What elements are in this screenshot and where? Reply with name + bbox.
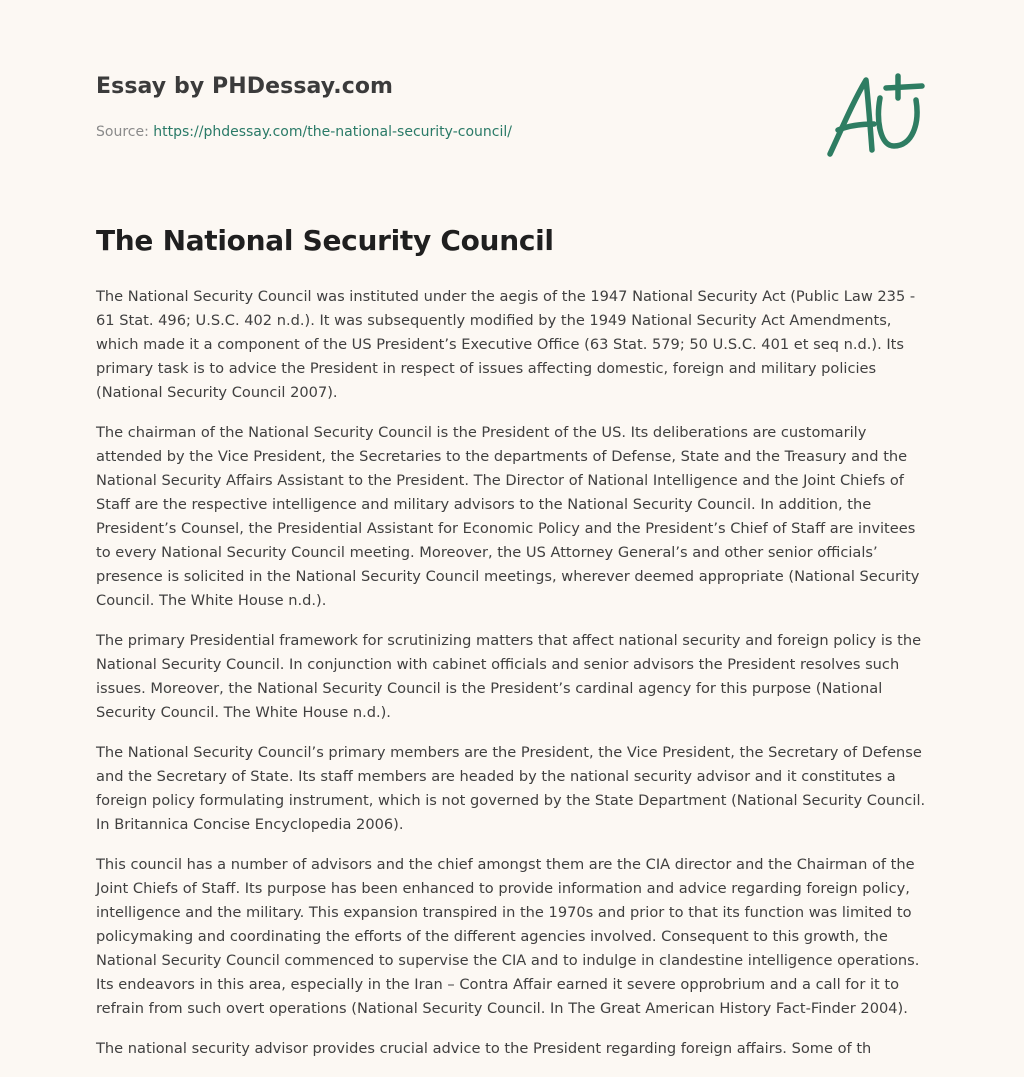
source-line [96,124,512,140]
page-header [96,72,928,172]
site-title: Essay by PHDessay.com [96,74,394,99]
a-plus-logo-icon [824,68,928,164]
paragraph-6: The national security advisor provides crucial advice to the President regarding foreign affairs. Some of th [96,1040,872,1057]
paragraph-3: The primary Presidential framework for scrutinizing matters that affect national security and foreign policy is the National Security Council. In conjunction with cabinet officials and senior advisors the President resolves such issues. Moreover, the National Security Council is the President’s cardinal agency for this purpose (National Security Council. The White House n.d.). [96,632,922,721]
source-label: Source: [96,124,149,140]
article-body [96,285,932,1077]
paragraph-5: This council has a number of advisors and the chief amongst them are the CIA director and the Chairman of the Joint Chiefs of Staff. Its purpose has been enhanced to provide information and advice regarding foreign policy, intelligence and the military. This expansion transpired in the 1970s and prior to that its function was limited to policymaking and coordinating the efforts of the different agencies involved. Consequent to this growth, the National Security Council commenced to supervise the CIA and to indulge in clandestine intelligence operations. Its endeavors in this area, especially in the Iran – Contra Affair earned it severe opprobrium and a call for it to refrain from such overt operations (National Security Council. In The Great American History Fact-Finder 2004). [96,856,920,1017]
source-link[interactable]: https://phdessay.com/the-national-security-council/ [153,124,512,140]
paragraph-4: The National Security Council’s primary members are the President, the Vice President, the Secretary of Defense and the Secretary of State. Its staff members are headed by the national security advisor and it constitutes a foreign policy formulating instrument, which is not governed by the State Department (National Security Council. In Britannica Concise Encyclopedia 2006). [96,744,926,833]
paragraph-2: The chairman of the National Security Council is the President of the US. Its deliberations are customarily attended by the Vice President, the Secretaries to the departments of Defense, State and the Treasury and the National Security Affairs Assistant to the President. The Director of National Intelligence and the Joint Chiefs of Staff are the respective intelligence and military advisors to the National Security Council. In addition, the President’s Counsel, the Presidential Assistant for Economic Policy and the President’s Chief of Staff are invitees to every National Security Council meeting. Moreover, the US Attorney General’s and other senior officials’ presence is solicited in the National Security Council meetings, wherever deemed appropriate (National Security Council. The White House n.d.). [96,424,920,609]
article-title: The National Security Council [96,224,554,257]
paragraph-1: The National Security Council was instituted under the aegis of the 1947 National Security Act (Public Law 235 - 61 Stat. 496; U.S.C. 402 n.d.). It was subsequently modified by the 1949 National Security Act Amendments, which made it a component of the US President’s Executive Office (63 Stat. 579; 50 U.S.C. 401 et seq n.d.). Its primary task is to advice the President in respect of issues affecting domestic, foreign and military policies (National Security Council 2007). [96,288,916,401]
